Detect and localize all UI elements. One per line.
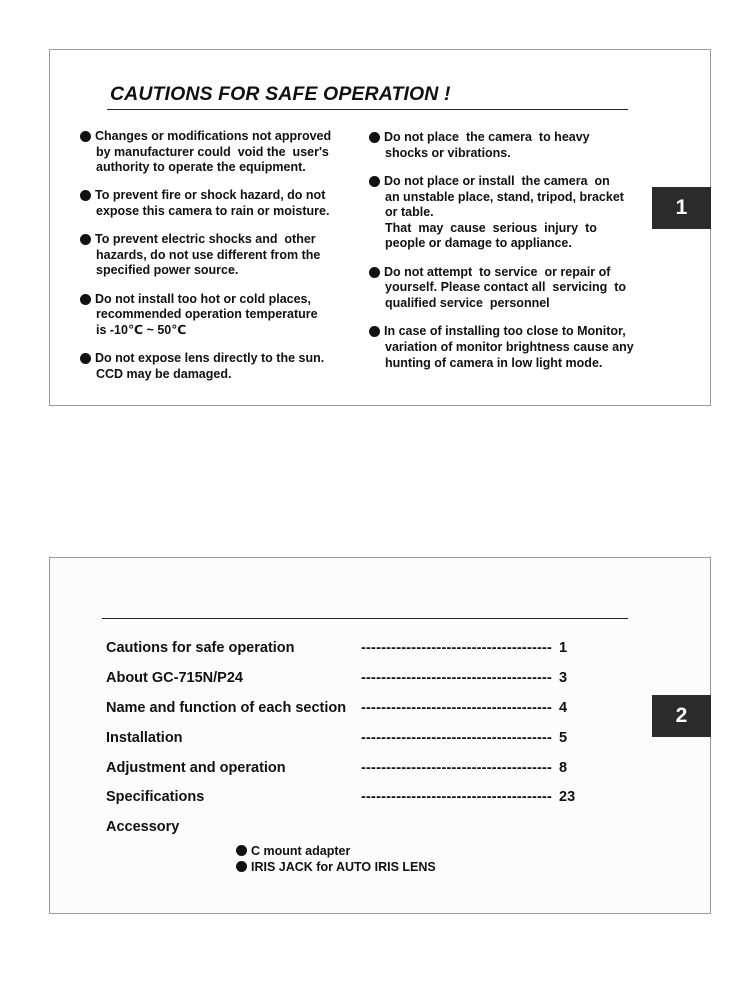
bullet-icon bbox=[80, 294, 91, 305]
caution-text-line: CCD may be damaged. bbox=[96, 366, 232, 381]
caution-text-line: recommended operation temperature bbox=[96, 307, 318, 322]
toc-label: Installation bbox=[106, 730, 183, 746]
accessory-item bbox=[235, 859, 436, 875]
bullet-icon bbox=[236, 845, 247, 856]
toc-page-number: 1 bbox=[559, 640, 568, 656]
toc-leader: -------------------------------------- bbox=[361, 700, 553, 716]
accessory-list bbox=[235, 843, 436, 875]
cautions-right-column bbox=[368, 130, 658, 384]
accessory-item bbox=[235, 843, 436, 859]
contents-top-rule bbox=[102, 618, 628, 619]
caution-item bbox=[79, 292, 349, 339]
bullet-icon bbox=[369, 326, 380, 337]
page-2 bbox=[49, 557, 711, 914]
toc-leader: -------------------------------------- bbox=[361, 730, 553, 746]
toc-row bbox=[106, 638, 586, 658]
caution-text-line: Changes or modifications not approved bbox=[95, 129, 332, 143]
caution-item bbox=[79, 232, 349, 279]
page-number-tab-2: 2 bbox=[652, 695, 711, 737]
caution-text-line: by manufacturer could void the user's bbox=[96, 144, 329, 159]
caution-text-line: authority to operate the equipment. bbox=[96, 160, 306, 175]
toc-page-number: 23 bbox=[559, 789, 576, 805]
caution-text-line: is -10℃ ~ 50℃ bbox=[96, 322, 187, 337]
bullet-icon bbox=[80, 353, 91, 364]
page-title: CAUTIONS FOR SAFE OPERATION ! bbox=[110, 83, 451, 105]
caution-text-line: variation of monitor brightness cause any bbox=[385, 339, 634, 354]
caution-item bbox=[368, 324, 658, 371]
caution-text-line: Do not expose lens directly to the sun. bbox=[95, 350, 325, 365]
accessory-label: IRIS JACK for AUTO IRIS LENS bbox=[251, 860, 436, 874]
caution-text-line: specified power source. bbox=[96, 263, 239, 278]
toc-row bbox=[106, 728, 586, 748]
caution-text-line: an unstable place, stand, tripod, bracket bbox=[385, 189, 624, 204]
caution-item bbox=[368, 130, 658, 161]
toc-leader: -------------------------------------- bbox=[361, 760, 553, 776]
toc-page-number: 3 bbox=[559, 670, 568, 686]
caution-text-line: yourself. Please contact all servicing to bbox=[385, 280, 627, 295]
caution-text-line: qualified service personnel bbox=[385, 295, 550, 310]
caution-item bbox=[368, 174, 658, 252]
caution-item bbox=[79, 351, 349, 382]
caution-text-line: To prevent electric shocks and other bbox=[95, 232, 316, 247]
caution-text-line: That may cause serious injury to bbox=[385, 220, 597, 235]
toc-label: About GC-715N/P24 bbox=[106, 670, 243, 686]
bullet-icon bbox=[369, 267, 380, 278]
caution-text-line: In case of installing too close to Monitor, bbox=[384, 324, 626, 339]
caution-text-line: expose this camera to rain or moisture. bbox=[96, 203, 330, 218]
accessory-label: C mount adapter bbox=[251, 844, 351, 858]
toc-row bbox=[106, 817, 586, 837]
toc-page-number: 4 bbox=[559, 700, 568, 716]
page-1 bbox=[49, 49, 711, 406]
caution-text-line: To prevent fire or shock hazard, do not bbox=[95, 188, 326, 203]
toc-page-number: 5 bbox=[559, 730, 568, 746]
caution-text-line: or table. bbox=[385, 205, 434, 220]
bullet-icon bbox=[80, 131, 91, 142]
bullet-icon bbox=[369, 176, 380, 187]
caution-item bbox=[79, 188, 349, 219]
toc-label: Adjustment and operation bbox=[106, 760, 286, 776]
toc-row bbox=[106, 787, 586, 807]
caution-text-line: shocks or vibrations. bbox=[385, 145, 511, 160]
cautions-left-column bbox=[79, 129, 349, 395]
toc-page-number: 8 bbox=[559, 760, 568, 776]
bullet-icon bbox=[236, 861, 247, 872]
bullet-icon bbox=[80, 234, 91, 245]
toc-label: Cautions for safe operation bbox=[106, 640, 295, 656]
toc-label: Accessory bbox=[106, 819, 180, 835]
caution-text-line: hazards, do not use different from the bbox=[96, 247, 321, 262]
toc-row bbox=[106, 758, 586, 778]
caution-item bbox=[368, 265, 658, 312]
caution-text-line: Do not place the camera to heavy bbox=[384, 130, 590, 144]
bullet-icon bbox=[80, 190, 91, 201]
caution-item bbox=[79, 129, 349, 176]
toc-leader: -------------------------------------- bbox=[361, 670, 553, 686]
toc-label: Name and function of each section bbox=[106, 700, 347, 716]
caution-text-line: Do not install too hot or cold places, bbox=[95, 291, 311, 306]
toc-row bbox=[106, 668, 586, 688]
caution-text-line: Do not place or install the camera on bbox=[384, 173, 610, 188]
caution-text-line: people or damage to appliance. bbox=[385, 236, 572, 251]
toc-leader: -------------------------------------- bbox=[361, 789, 553, 805]
page-number-tab-1: 1 bbox=[652, 187, 711, 229]
toc-label: Specifications bbox=[106, 789, 205, 805]
caution-text-line: hunting of camera in low light mode. bbox=[385, 355, 603, 370]
bullet-icon bbox=[369, 132, 380, 143]
title-underline bbox=[107, 109, 628, 110]
toc-leader: -------------------------------------- bbox=[361, 640, 553, 656]
toc-row bbox=[106, 698, 586, 718]
caution-text-line: Do not attempt to service or repair of bbox=[384, 264, 611, 279]
